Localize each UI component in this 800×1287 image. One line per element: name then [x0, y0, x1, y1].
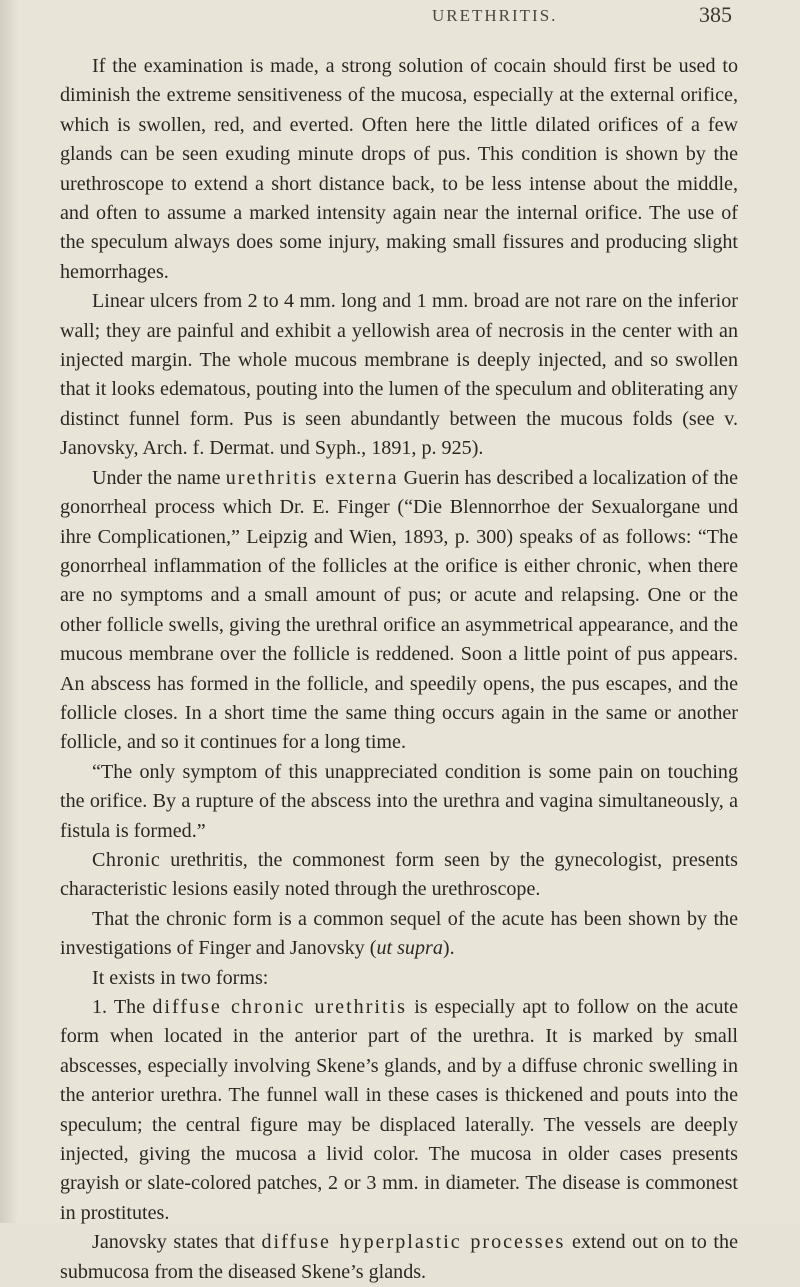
running-head: URETHRITIS.	[432, 6, 558, 25]
paragraph-text: 1. The	[92, 996, 153, 1018]
page-header	[60, 0, 738, 60]
paragraph-only-symptom: “The only symptom of this unappreciated condition is some pain on touching the orifice. By a rupture of the abscess into the urethra and vagina simultaneously, a fistula is formed.”	[60, 760, 738, 842]
term-diffuse-chronic-urethritis: diffuse chronic urethritis	[152, 996, 407, 1018]
paragraph-chronic-sequel	[60, 905, 738, 964]
paragraph-text: Under the name	[92, 466, 226, 489]
paragraph-text: Guerin has described a localization of the gonorrheal process which Dr. E. Finger (“Die Blennorrhoe der Sexualorgane und ihre Complicationen,” Leipzig and Wien, 1893, p. 300) speaks of as follows: “The gonorrheal inflammation of the follicles at the orifice is either chronic, when there are no symptoms and a small amount of pus; or acute and relapsing. One or the other follicle swells, giving the urethral orifice an asymmetrical appearance, and the mucous membrane over the follicle is reddened. Soon a little point of pus appears. An abscess has formed in the follicle, and speedily opens, the pus escapes, and the follicle closes. In a short time the same thing occurs again in the same or another follicle, and so it continues for a long time.	[60, 466, 738, 754]
paragraph-text: urethritis, the commonest form seen by the gynecologist, presents characteristic lesions easily noted through the urethroscope.	[60, 848, 738, 901]
paragraph-text: That the chronic form is a common sequel of the acute has been shown by the investigations of Finger and Janovsky (	[60, 907, 738, 960]
paragraph-text: ).	[442, 937, 455, 960]
page-fold-shadow	[0, 0, 18, 1223]
body-text	[60, 52, 738, 1287]
paragraph-janovsky	[60, 1228, 738, 1287]
paragraph-urethritis-externa	[60, 464, 738, 758]
paragraph-text: Janovsky states that	[92, 1231, 262, 1254]
term-urethritis-externa: urethritis externa	[225, 466, 399, 489]
paragraph-linear-ulcers: Linear ulcers from 2 to 4 mm. long and 1 mm. broad are not rare on the inferior wall; they are painful and exhibit a yellowish area of necrosis in the center with an injected margin. The whole mucous membrane is deeply injected, and so swollen that it looks edematous, pouting into the lumen of the speculum and obliterating any distinct funnel form. Pus is seen abundantly between the mucous folds (see v. Janovsky, Arch. f. Dermat. und Syph., 1891, p. 925).	[60, 290, 738, 460]
paragraph-text: extend out on to the submucosa from the diseased Skene’s glands.	[60, 1231, 738, 1283]
paragraph-diffuse-chronic	[60, 993, 738, 1228]
term-chronic: Chronic	[92, 848, 161, 871]
paragraph-chronic-urethritis	[60, 846, 738, 905]
italic-ut-supra: ut supra	[376, 937, 443, 960]
page-number: 385	[699, 2, 732, 27]
paragraph-text: is especially apt to follow on the acute form when located in the anterior part of the urethra. It is marked by small abscesses, especially involving Skene’s glands, and by a diffuse chronic swelling in the anterior urethra. The funnel wall in these cases is thickened and pouts into the speculum; the central figure may be displaced laterally. The vessels are deeply injected, giving the mucosa a livid color. The mucosa in older cases presents grayish or slate-colored patches, 2 or 3 mm. in diameter. The disease is commonest in prostitutes.	[60, 996, 739, 1224]
paragraph-two-forms: It exists in two forms:	[92, 966, 269, 989]
paragraph-cocain-examination: If the examination is made, a strong solution of cocain should first be used to diminish the extreme sensitiveness of the mucosa, especially at the external orifice, which is swollen, red, and everted. Often here the little dilated orifices of a few glands can be seen exuding minute drops of pus. This condition is shown by the urethroscope to extend a short distance back, to be less intense about the middle, and often to assume a marked intensity again near the internal orifice. The use of the speculum always does some injury, making small fissures and producing slight hemorrhages.	[60, 55, 738, 283]
term-diffuse-hyperplastic: diffuse hyperplastic processes	[261, 1231, 566, 1254]
